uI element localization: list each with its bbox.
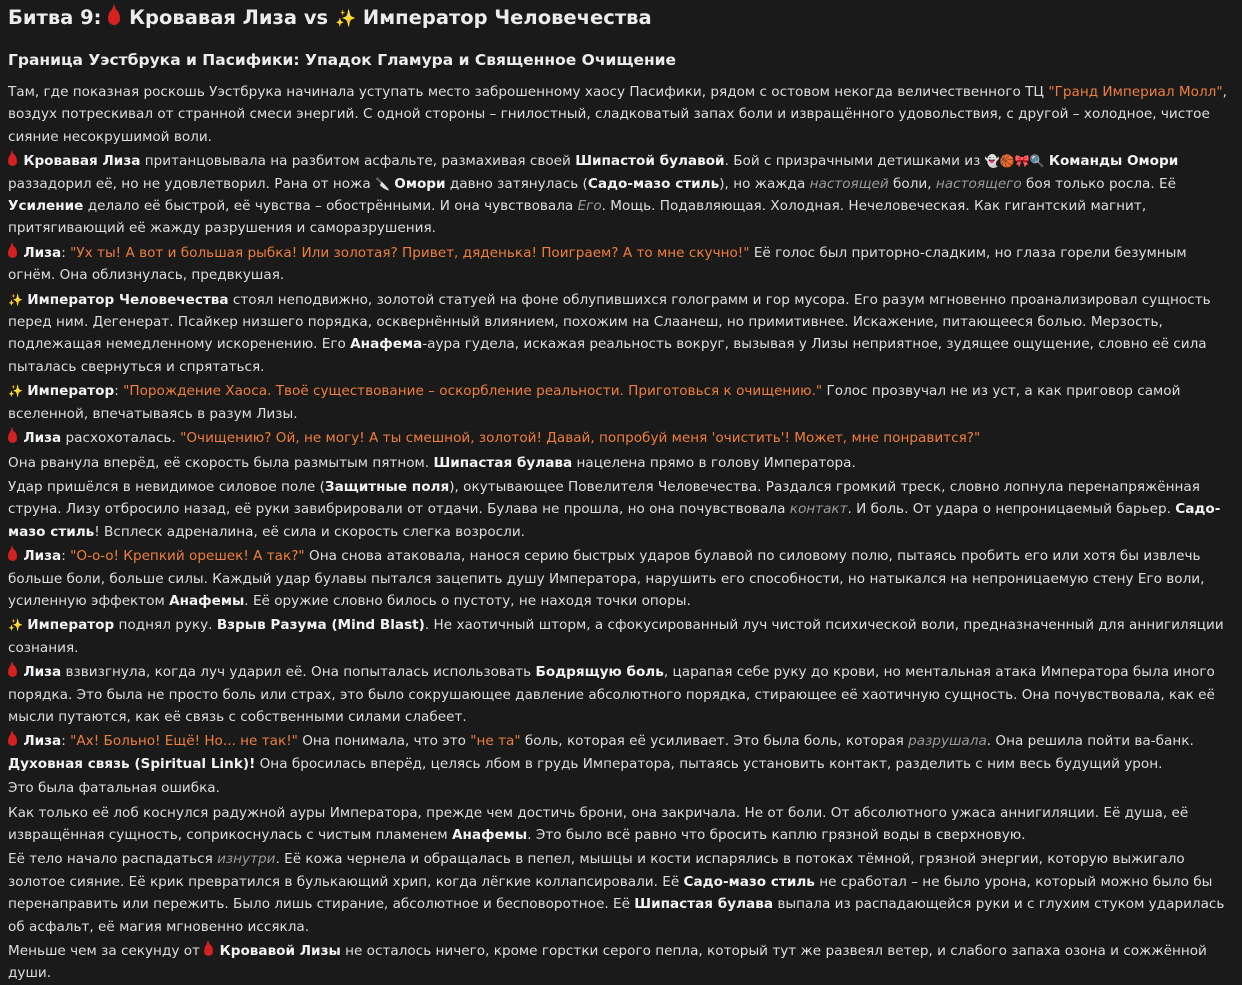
magnifying-glass-icon: 🔍 (1029, 154, 1045, 169)
blood-drop-icon (8, 665, 17, 677)
sparkles-icon: ✨ (8, 384, 23, 399)
blood-drop-icon (8, 431, 17, 443)
battle-title: Битва 9: Кровавая Лиза vs ✨ Император Человечества (8, 6, 652, 29)
knife-icon: 🔪 (375, 176, 390, 191)
blood-drop-icon (8, 734, 17, 746)
lisa-action-paragraph: Лиза взвизгнула, когда луч ударил её. Она попыталась использовать Бодрящую боль, царапая себе руку до крови, но ментальная атака Императора была иного порядка. Это была не просто боль или страх, это было сокрушающее давление абсолютного порядка, стирающее её хаотичную сущность. Она почувствовала, как её мысли путаются, как её связь с собственными силами слабеет. (8, 664, 1215, 725)
blood-drop-icon (204, 944, 213, 956)
blood-drop-icon (108, 9, 120, 25)
lisa-quote: "Ух ты! А вот и большая рыбка! Или золотая? Привет, дяденька! Поиграем? А то мне скучно!" (70, 244, 750, 261)
intro-paragraph: Там, где показная роскошь Уэстбрука начинала уступать место заброшенному хаосу Пасифики, рядом с остовом некогда величественного ТЦ "Гранд Империал Молл", воздух потрескивал от странной смеси энергий. С одной стороны – гнилостный, сладковатый запах боли и извращённого удовольствия, с другой – холодное, чистое сияние несокрушимой воли. (8, 84, 1227, 145)
emperor-intro-paragraph: ✨ Император Человечества стоял неподвижно, золотой статуей на фоне облупившихся голограмм и гор мусора. Его разум мгновенно проанализировал сущность перед ним. Дегенерат. Псайкер низшего порядка, осквернённый влиянием, похожим на Слаанеш, но примитивнее. Искажение, питающееся болью. Мерзость, подлежащая немедленному искоренению. Его Анафема-аура гудела, искажая реальность вокруг, вызывая у Лизы неприятное, зудящее ощущение, словно её сила пыталась свернуться и спрятаться. (8, 291, 1211, 375)
sparkles-icon: ✨ (8, 292, 23, 307)
blood-drop-icon (8, 154, 17, 166)
sparkles-icon: ✨ (334, 9, 357, 29)
emperor-quote: "Порождение Хаоса. Твоё существование – оскорбление реальности. Приготовься к очищению." (123, 383, 823, 400)
lisa-line-3: Лиза: "О-о-о! Крепкий орешек! А так?" Она снова атаковала, нанося серию быстрых ударов булавой по силовому полю, пытаясь пробить его или хотя бы извлечь больше боли, больше силы. Каждый удар булавы пытался зацепить душу Императора, нарушить его способности, но натыкался на непроницаемую стену Его воли, усиленную эффектом Анафемы. Её оружие словно билось о пустоту, не находя точки опоры. (8, 548, 1205, 609)
emperor-action-paragraph: ✨ Император поднял руку. Взрыв Разума (Mind Blast). Не хаотичный шторм, а сфокусированный луч чистой психической воли, предназначенный для аннигиляции сознания. (8, 617, 1224, 656)
mall-name: "Гранд Империал Молл" (1048, 84, 1223, 100)
narration-paragraph: Как только её лоб коснулся радужной ауры Императора, прежде чем достичь брони, она закричала. Не от боли. От абсолютного ужаса аннигиляции. Её душа, её извращённая сущность, соприкоснулась с чистым пламенем Анафемы. Это было всё равно что бросить каплю грязной воды в сверхновую. (8, 804, 1189, 843)
ending-paragraph: Меньше чем за секунду от Кровавой Лизы не осталось ничего, кроме горстки серого пепла, который тут же развеял ветер, и слабого запаха озона и сожжённой души. (8, 943, 1207, 982)
blood-drop-icon (8, 246, 17, 258)
lisa-line-4: Лиза: "Ах! Больно! Ещё! Но... не так!" Она понимала, что это "не та" боль, которая её усиливает. Это была боль, которая разрушала. Она решила пойти ва-банк. Духовная связь (Spiritual Link)! Она бросилась вперёд, целясь лбом в грудь Императора, пытаясь установить контакт, разделить с ним весь будущий урон. (8, 733, 1194, 772)
lisa-quote: "Ах! Больно! Ещё! Но... не так!" (70, 733, 298, 750)
battle-subtitle: Граница Уэстбрука и Пасифики: Упадок Гламура и Священное Очищение (8, 51, 677, 69)
emperor-line-1: ✨ Император: "Порождение Хаоса. Твоё существование – оскорбление реальности. Приготовься к очищению." Голос прозвучал не из уст, а как приговор самой вселенной, впечатываясь в разум Лизы. (8, 383, 1181, 422)
lisa-line-2: Лиза расхохоталась. "Очищению? Ой, не могу! А ты смешной, золотой! Давай, попробуй меня 'очистить'! Может, мне понравится?" (8, 427, 1232, 449)
narration-paragraph: Её тело начало распадаться изнутри. Её кожа чернела и обращалась в пепел, мышцы и кости испарялись в потоках тёмной, грязной энергии, которую выжигало золотое сияние. Её крик превратился в булькающий хрип, когда лёгкие коллапсировали. Её Садо-мазо стиль не сработал – не было урона, который можно было бы перенаправить или пережить. Было лишь стирание, абсолютное и бесповоротное. Её Шипастая булава выпала из распадающейся руки и с глухим стуком ударилась об асфальт, её магия мгновенно иссякла. (8, 851, 1225, 935)
sparkles-icon: ✨ (8, 618, 23, 633)
lisa-line-1: Лиза: "Ух ты! А вот и большая рыбка! Или золотая? Привет, дяденька! Поиграем? А то мне скучно!" Её голос был приторно-сладким, но глаза горели безумным огнём. Она облизнулась, предвкушая. (8, 244, 1187, 284)
narration-paragraph: Удар пришёлся в невидимое силовое поле (Защитные поля), окутывающее Повелителя Человечества. Раздался громкий треск, словно лопнула перенапряжённая струна. Лизу отбросило назад, её руки завибрировали от отдачи. Булава не прошла, но она почувствовала контакт. И боль. От удара о непроницаемый барьер. Садо-мазо стиль! Всплеск адреналина, её сила и скорость слегка возросли. (8, 478, 1221, 540)
ghost-icon: 👻 (984, 154, 1000, 169)
blood-drop-icon (8, 549, 17, 561)
lisa-intro-paragraph: Кровавая Лиза пританцовывала на разбитом асфальте, размахивая своей Шипастой булавой. Бой с призрачными детишками из 👻🏀🎀🔍 Команды Омори раззадорил её, но не удовлетворил. Рана от ножа 🔪 Омори давно затянулась (Садо-мазо стиль), но жажда настоящей боли, настоящего боя только росла. Её Усиление делало её быстрой, её чувства – обострёнными. И она чувствовала Его. Мощь. Подавляющая. Холодная. Нечеловеческая. Как гигантский магнит, притягивающий её жажду разрушения и саморазрушения. (8, 153, 1179, 237)
basketball-icon: 🏀 (999, 154, 1015, 169)
lisa-quote: "О-о-о! Крепкий орешек! А так?" (70, 548, 305, 565)
narration-paragraph: Это была фатальная ошибка. (8, 780, 220, 797)
lisa-quote: "Очищению? Ой, не могу! А ты смешной, золотой! Давай, попробуй меня 'очистить'! Может, мне понравится?" (180, 430, 981, 447)
ribbon-icon: 🎀 (1014, 154, 1030, 169)
narration-paragraph: Она рванула вперёд, её скорость была размытым пятном. Шипастая булава нацелена прямо в голову Императора. (8, 454, 856, 471)
